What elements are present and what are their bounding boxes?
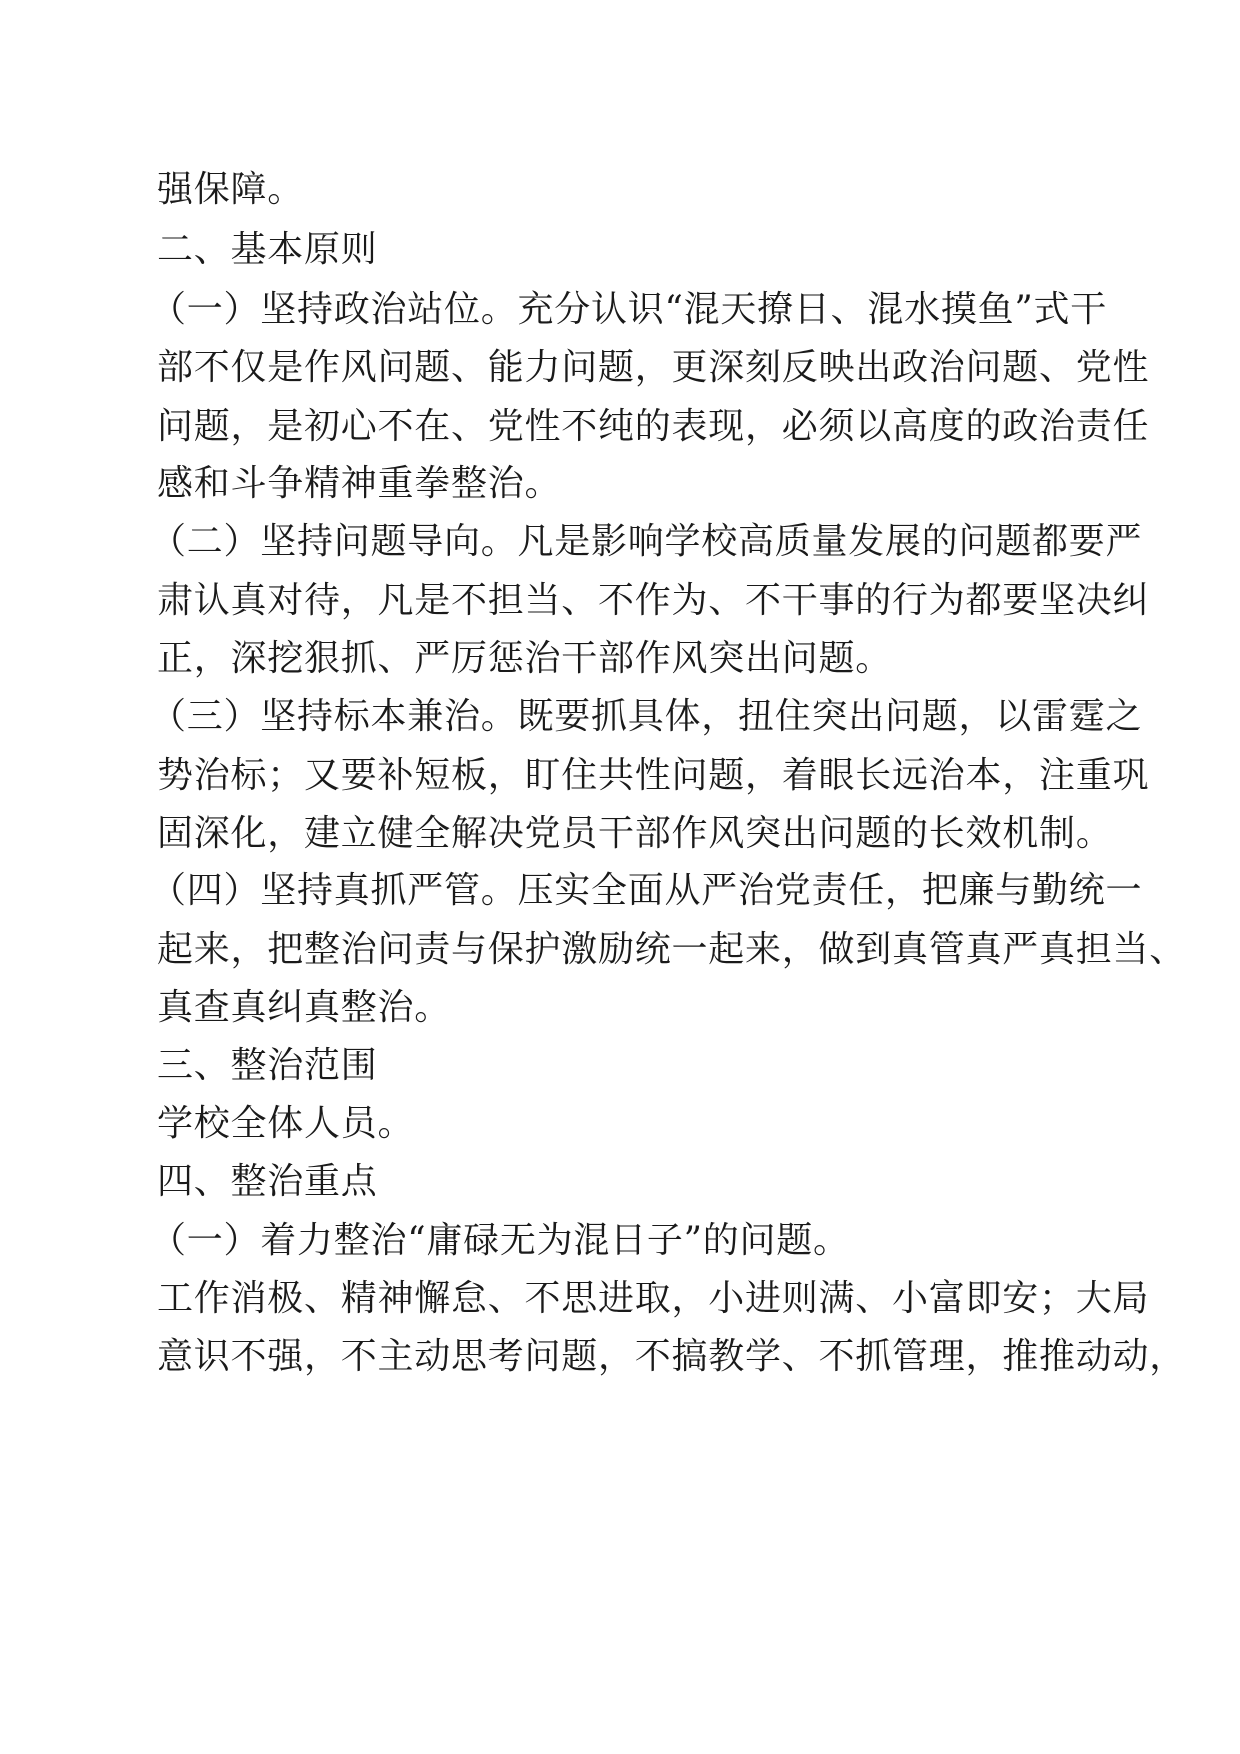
principle-3-line-2: 势治标；又要补短板，盯住共性问题，着眼长远治本，注重巩 [157, 755, 1150, 796]
principle-2-line-1: （二）坚持问题导向。凡是影响学校高质量发展的问题都要严 [150, 521, 1143, 562]
paragraph-continuation: 强保障。 [157, 169, 305, 210]
section-heading-scope: 三、整治范围 [157, 1045, 378, 1086]
principle-1-line-2: 部不仅是作风问题、能力问题，更深刻反映出政治问题、党性 [157, 347, 1150, 388]
principle-3-line-1: （三）坚持标本兼治。既要抓具体，扭住突出问题，以雷霆之 [150, 696, 1143, 737]
section-heading-focus: 四、整治重点 [157, 1161, 378, 1202]
focus-item-1-line-1: 工作消极、精神懈怠、不思进取，小进则满、小富即安；大局 [157, 1278, 1150, 1319]
focus-item-1-line-2: 意识不强，不主动思考问题，不搞教学、不抓管理，推推动动， [157, 1336, 1187, 1377]
principle-4-line-1: （四）坚持真抓严管。压实全面从严治党责任，把廉与勤统一 [150, 870, 1143, 911]
principle-1-line-1: （一）坚持政治站位。充分认识“混天撩日、混水摸鱼”式干 [150, 289, 1108, 330]
principle-4-line-3: 真查真纠真整治。 [157, 987, 452, 1028]
principle-2-line-3: 正，深挖狠抓、严厉惩治干部作风突出问题。 [157, 638, 893, 679]
principle-1-line-4: 感和斗争精神重拳整治。 [157, 463, 562, 504]
focus-item-1-heading: （一）着力整治“庸碌无为混日子”的问题。 [150, 1220, 850, 1261]
scope-text: 学校全体人员。 [157, 1103, 415, 1144]
principle-4-line-2: 起来，把整治问责与保护激励统一起来，做到真管真严真担当、 [157, 929, 1187, 970]
principle-3-line-3: 固深化，建立健全解决党员干部作风突出问题的长效机制。 [157, 813, 1113, 854]
principle-2-line-2: 肃认真对待，凡是不担当、不作为、不干事的行为都要坚决纠 [157, 580, 1150, 621]
principle-1-line-3: 问题，是初心不在、党性不纯的表现，必须以高度的政治责任 [157, 406, 1150, 447]
section-heading-basic-principles: 二、基本原则 [157, 229, 378, 270]
